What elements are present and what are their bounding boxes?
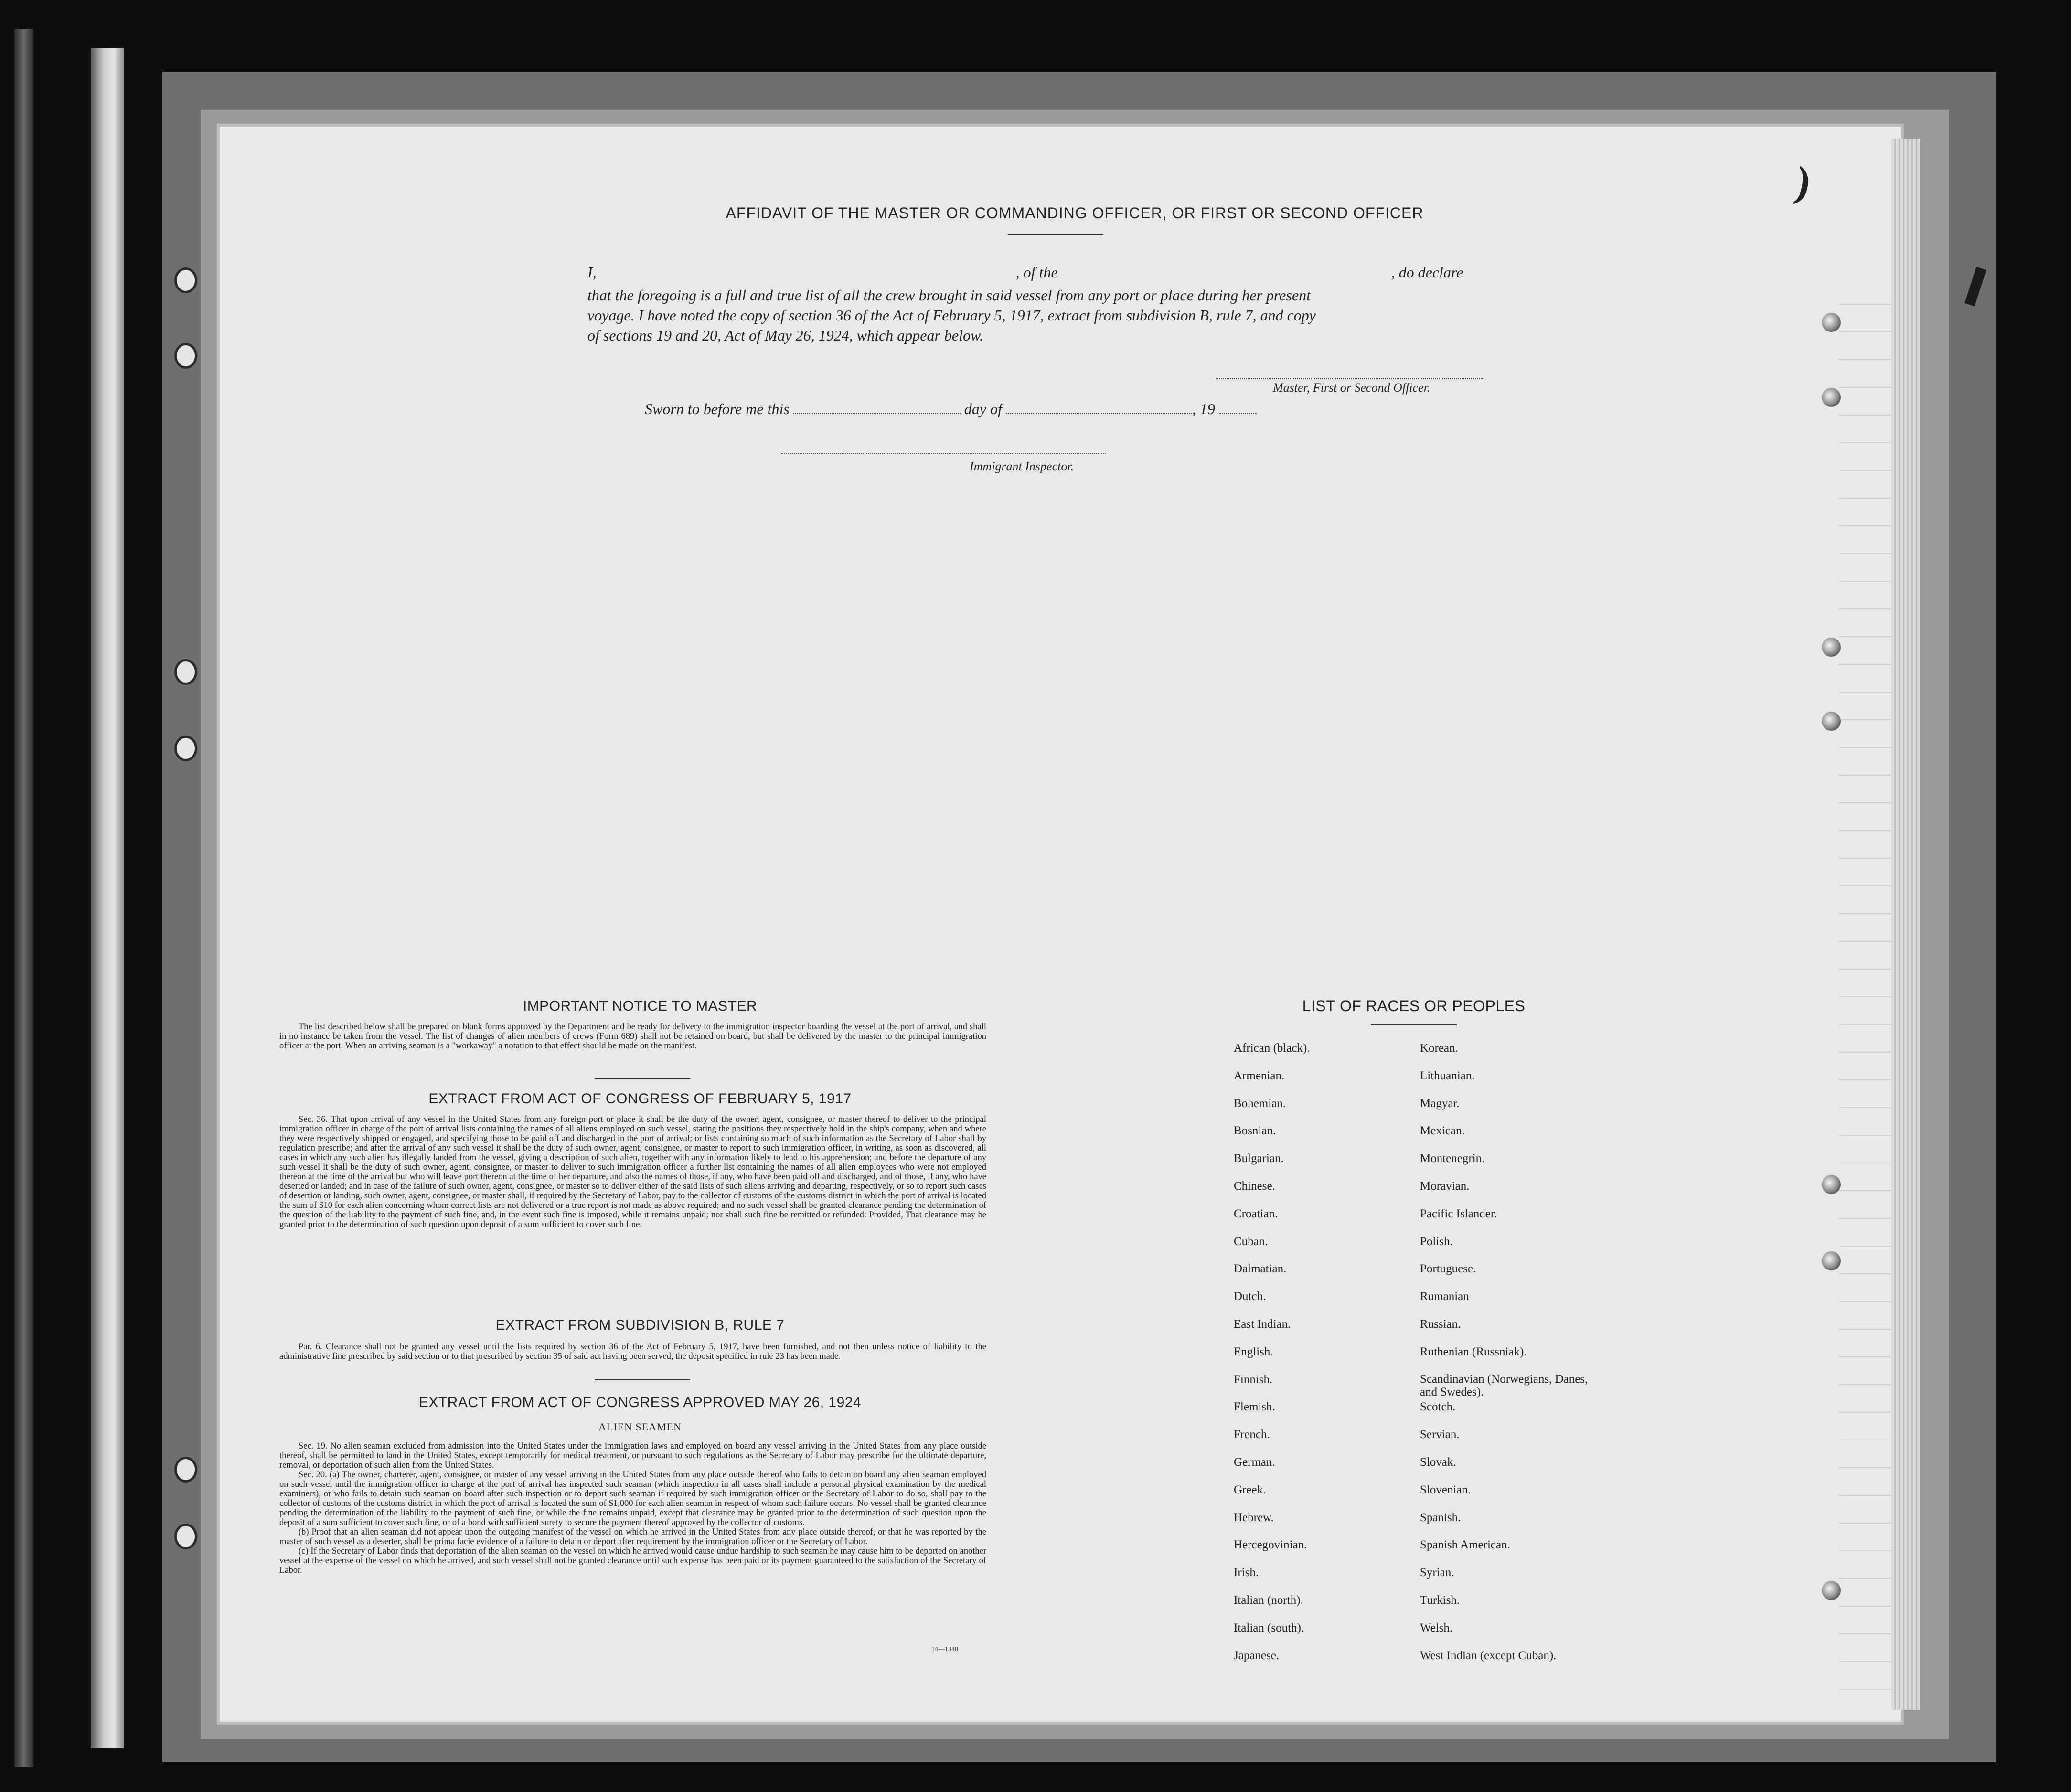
sworn-day-blank[interactable] [793, 403, 961, 414]
extract-1924-title: EXTRACT FROM ACT OF CONGRESS APPROVED MAY 26, 1924 [418, 1395, 862, 1410]
race-item: French. [1234, 1428, 1270, 1441]
scan-binding-strip [91, 48, 124, 1748]
race-item: Syrian. [1420, 1566, 1454, 1579]
title-rule [1008, 234, 1103, 235]
race-item: East Indian. [1234, 1317, 1291, 1331]
races-list-left [1234, 1041, 1310, 1676]
race-item: Cuban. [1234, 1235, 1268, 1248]
scan-edge-dark [14, 29, 33, 1767]
race-item: Japanese. [1234, 1649, 1280, 1662]
race-item: Slovak. [1420, 1455, 1456, 1469]
race-item: Ruthenian (Russniak). [1420, 1345, 1527, 1358]
binder-hole [174, 1524, 197, 1549]
race-item: Armenian. [1234, 1069, 1285, 1082]
race-item: Montenegrin. [1420, 1152, 1485, 1165]
race-item: Scandinavian (Norwegians, Danes, and Swedes). [1420, 1372, 1588, 1398]
affidavit-line-2: that the foregoing is a full and true list of all the crew brought in said vessel from any port or place during her present [587, 287, 1311, 304]
ink-mark: ) [1792, 158, 1815, 207]
punch-hole [1822, 712, 1841, 731]
section-rule [595, 1078, 690, 1079]
sec-20a-text: Sec. 20. (a) The owner, charterer, agent, consignee, or master of any vessel arriving in the United States from any place outside thereof who fails to detain on board any alien seaman employed on such vessel until the immigration officer in charge at the port of arrival has inspected such seaman (which inspection in all cases shall include a personal physical examination by the medical examiners), or who fails to detain such seaman on board after such inspection or to deport such seaman if required by such immigration officer or the Secretary of Labor to do so, shall pay to the collector of customs of the customs district in which the port of arrival is located the sum of $1,000 for each alien seaman in respect of whom such failure occurs. No vessel shall be granted clearance pending the determination of the liability to the payment of such fine, or while the fine remains unpaid, except that clearance may be granted prior to the determination of such question upon the deposit of a sum sufficient to cover such fine, or of a bond with sufficient surety to secure the payment thereof approved by the collector of customs. [279, 1470, 986, 1527]
race-item: Mexican. [1420, 1124, 1465, 1138]
inspector-signature-line[interactable] [781, 452, 1106, 454]
race-item: German. [1234, 1455, 1275, 1469]
race-item: Spanish. [1420, 1511, 1461, 1524]
punch-hole [1822, 1251, 1841, 1270]
affidavit-declaration-line [587, 264, 1463, 281]
sworn-year: , 19 [1192, 400, 1215, 417]
sec-36-text: Sec. 36. That upon arrival of any vessel in the United States from any foreign port or place it shall be the duty of the owner, agent, consignee, or master thereof to deliver to the principal immigration officer in charge of the port of arrival lists containing the names of all aliens employed on such vessel, stating the positions they respectively hold in the ship's company, when and where they were respectively shipped or engaged, and specifying those to be paid off and discharged in the port of arrival; or lists containing so much of such information as the Secretary of Labor shall by regulation prescribe; and after the arrival of any such vessel it shall be the duty of such owner, agent, consignee, or master to report to such immigration officer, in writing, as soon as discovered, all cases in which any such alien has illegally landed from the vessel, giving a description of such alien, together with any information likely to lead to his apprehension; and before the departure of any such vessel it shall be the duty of such owner, agent, consignee, or master to deliver to such immigration officer a further list containing the names of all alien employees who were not employed thereon at the time of the arrival but who will leave port thereon at the time of her departure, and also the names of those, if any, who have been paid off and discharged, and of those, if any, who have deserted or landed; and in case of the failure of such owner, agent, consignee, or master so to deliver either of the said lists of such aliens arriving and departing, respectively, or so to report such cases of desertion or landing, such owner, agent, consignee, or master shall, if required by the Secretary of Labor, pay to the collector of customs of the customs district in which the port of arrival is located the sum of $10 for each alien concerning whom correct lists are not delivered or a true report is not made as above required; and no such vessel shall be granted clearance pending the determination of the question of the liability to the payment of such fine, and, in the event such fine is imposed, while it remains unpaid; nor shall such fine be remitted or refunded: Provided, That clearance may be granted prior to the determination of such question upon deposit of a sum sufficient to cover such fine. [279, 1115, 986, 1229]
vessel-blank[interactable] [1062, 266, 1391, 277]
races-list-right [1420, 1041, 1592, 1676]
binder-hole [174, 1457, 197, 1483]
race-item: West Indian (except Cuban). [1420, 1649, 1557, 1662]
notice-text: The list described below shall be prepared on blank forms approved by the Department and be ready for delivery to the immigration inspector boarding the vessel at the port of arrival, and shall in no instance be taken from the vessel. The list of changes of alien members of crews (Form 689) shall not be retained on board, but shall be delivered by the master to the principal immigration officer at the port. When an arriving seaman is a "workaway" a notation to that effect should be made on the manifest. [279, 1022, 986, 1051]
affidavit-line-3: voyage. I have noted the copy of section 36 of the Act of February 5, 1917, extract from subdivision B, rule 7, and copy [587, 307, 1316, 324]
notice-body [279, 1022, 986, 1051]
sec-19-text: Sec. 19. No alien seaman excluded from admission into the United States under the immigration laws and employed on board any vessel arriving in the United States from any place outside thereof, shall be permitted to land in the United States, except temporarily for medical treatment, or pursuant to such regulations as the Secretary of Labor may prescribe for the ultimate departure, removal, or deportation of such alien from the United States. [279, 1441, 986, 1470]
races-title-rule [1371, 1024, 1457, 1025]
races-title: LIST OF RACES OR PEOPLES [1302, 997, 1526, 1014]
race-item: Scotch. [1420, 1400, 1456, 1414]
race-item: Hebrew. [1234, 1511, 1274, 1524]
master-signature-caption: Master, First or Second Officer. [1273, 381, 1430, 395]
race-item: Polish. [1420, 1235, 1453, 1248]
race-item: Russian. [1420, 1317, 1461, 1331]
punch-hole [1822, 1175, 1841, 1194]
affidavit-line-4: of sections 19 and 20, Act of May 26, 1924, which appear below. [587, 327, 983, 344]
master-signature-line[interactable] [1216, 377, 1483, 379]
affidavit-do-declare: , do declare [1391, 264, 1463, 281]
race-item: Finnish. [1234, 1373, 1273, 1386]
punch-hole [1822, 1581, 1841, 1600]
affidavit-i: I, [587, 264, 597, 281]
binder-hole [174, 659, 197, 685]
race-item: Italian (north). [1234, 1593, 1303, 1607]
binder-hole [174, 736, 197, 761]
race-item: Moravian. [1420, 1179, 1470, 1193]
name-blank[interactable] [600, 266, 1016, 277]
binder-hole [174, 343, 197, 369]
sworn-month-blank[interactable] [1006, 403, 1192, 414]
race-item: Dalmatian. [1234, 1262, 1287, 1276]
punch-hole [1822, 313, 1841, 332]
inspector-signature-caption: Immigrant Inspector. [970, 459, 1074, 473]
binder-hole [174, 267, 197, 293]
stacked-page-edges [1891, 139, 1920, 1710]
race-item: Irish. [1234, 1566, 1259, 1579]
notice-title: IMPORTANT NOTICE TO MASTER [523, 998, 758, 1014]
punch-hole [1822, 638, 1841, 657]
extract-1917-title: EXTRACT FROM ACT OF CONGRESS OF FEBRUARY 5, 1917 [428, 1091, 852, 1107]
extract-rule7-body [279, 1342, 986, 1361]
race-item: Croatian. [1234, 1207, 1278, 1220]
race-item: African (black). [1234, 1042, 1310, 1055]
affidavit-title: AFFIDAVIT OF THE MASTER OR COMMANDING OFFICER, OR FIRST OR SECOND OFFICER [726, 204, 1424, 222]
race-item: Hercegovinian. [1234, 1538, 1307, 1552]
alien-seamen-subtitle: ALIEN SEAMEN [598, 1421, 682, 1433]
form-number: 14—1340 [931, 1646, 958, 1653]
section-rule [595, 1379, 690, 1380]
par-6-text: Par. 6. Clearance shall not be granted any vessel until the lists required by section 36 of the Act of February 5, 1917, have been furnished, and not then unless notice of liability to the administrative fine prescribed by said section or to that prescribed by section 35 of said act having been served, the deposit specified in rule 23 has been made. [279, 1342, 986, 1361]
race-item: Rumanian [1420, 1290, 1469, 1303]
race-item: Bohemian. [1234, 1097, 1286, 1110]
race-item: Spanish American. [1420, 1538, 1510, 1552]
race-item: Korean. [1420, 1042, 1458, 1055]
race-item: Turkish. [1420, 1593, 1460, 1607]
race-item: English. [1234, 1345, 1273, 1358]
sec-20b-text: (b) Proof that an alien seaman did not appear upon the outgoing manifest of the vessel on which he arrived in the United States from any place outside thereof, or that he was reported by the master of such vessel as a deserter, shall be prima facie evidence of a failure to detain or deport after requirement by the immigration officer or the Secretary of Labor. [279, 1527, 986, 1547]
race-item: Bulgarian. [1234, 1152, 1284, 1165]
race-item: Chinese. [1234, 1179, 1275, 1193]
race-item: Dutch. [1234, 1290, 1266, 1303]
sworn-day-of: day of [964, 400, 1002, 417]
race-item: Slovenian. [1420, 1483, 1471, 1496]
sworn-prefix: Sworn to before me this [645, 400, 790, 417]
extract-1917-body [279, 1115, 986, 1229]
punch-hole [1822, 388, 1841, 407]
race-item: Lithuanian. [1420, 1069, 1475, 1082]
race-item: Italian (south). [1234, 1621, 1304, 1634]
race-item: Servian. [1420, 1428, 1460, 1441]
race-item: Portuguese. [1420, 1262, 1476, 1276]
race-item: Greek. [1234, 1483, 1266, 1496]
race-item: Magyar. [1420, 1097, 1460, 1110]
race-item: Bosnian. [1234, 1124, 1276, 1138]
affidavit-of-the: , of the [1015, 264, 1058, 281]
extract-1924-body [279, 1441, 986, 1575]
sworn-line [645, 400, 1257, 418]
extract-rule7-title: EXTRACT FROM SUBDIVISION B, RULE 7 [495, 1317, 785, 1333]
race-item: Welsh. [1420, 1621, 1453, 1634]
sworn-year-blank[interactable] [1219, 403, 1257, 414]
race-item: Flemish. [1234, 1400, 1275, 1414]
sec-20c-text: (c) If the Secretary of Labor finds that deportation of the alien seaman on the vessel on which he arrived would cause undue hardship to such seaman he may cause him to be deported on another vessel at the expense of the vessel on which he arrived, and such vessel shall not be granted clearance until such expense has been paid or its payment guaranteed to the satisfaction of the Secretary of Labor. [279, 1547, 986, 1575]
race-item: Pacific Islander. [1420, 1207, 1497, 1220]
